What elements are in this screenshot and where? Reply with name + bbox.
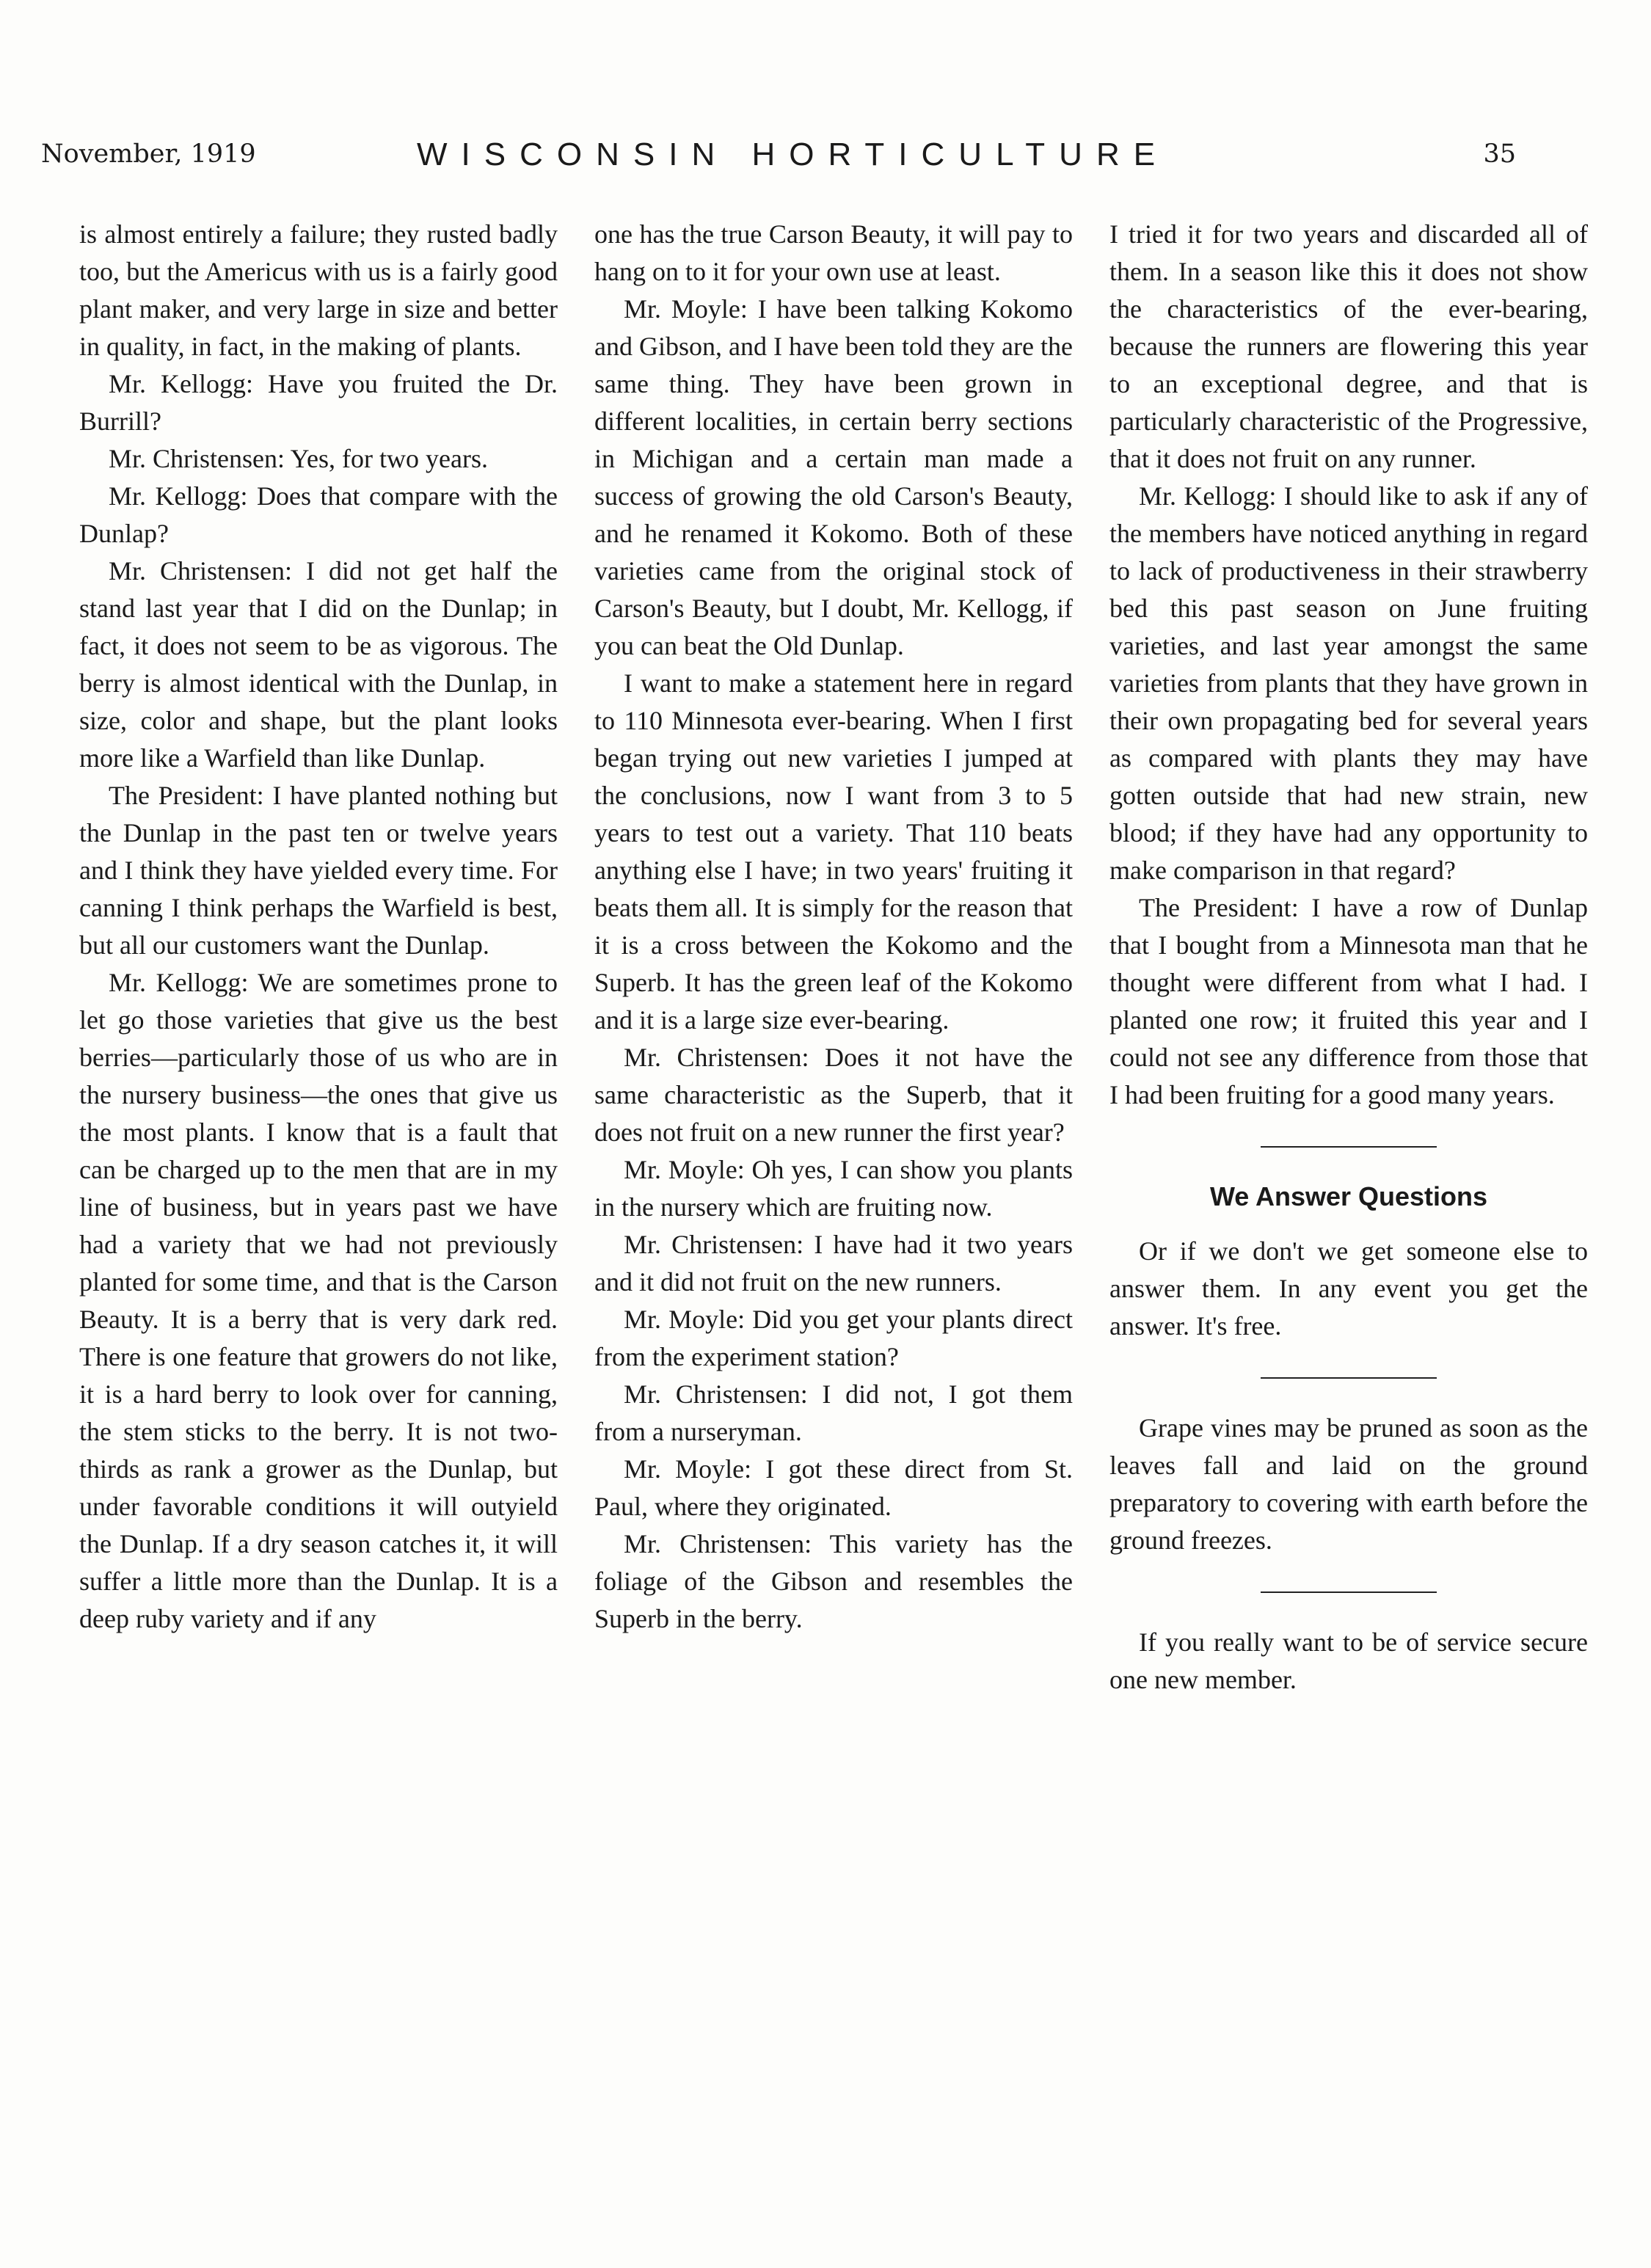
paragraph: I tried it for two years and discarded all of them. In a season like this it does not show the characteristics of the ever-bearing, because the runners are flowering this year to an exceptional degree, and that is particularly characteristic of the Progressive, that it does not fruit on any runner. bbox=[1109, 219, 1588, 473]
divider bbox=[1261, 1146, 1437, 1148]
box-heading: We Answer Questions bbox=[1209, 1181, 1488, 1211]
paragraph: Mr. Christensen: I did not, I got them from a nurseryman. bbox=[594, 1379, 1073, 1446]
paragraph: I want to make a statement here in regard to 110 Minnesota ever-bearing. When I first began trying out new varieties I jumped at the conclusions, now I want from 3 to 5 years to test out a variety. That 110 beats anything else I have; in two years' fruiting it beats them all. It is simply for the reason that it is a cross between the Kokomo and the Superb. It has the green leaf of the Kokomo and it is a large size ever-bearing. bbox=[594, 668, 1073, 1035]
paragraph: The President: I have a row of Dunlap that I bought from a Minnesota man that he thought were different from what I had. I planted one row; it fruited this year and I could not see any difference from those that I had been fruiting for a good many years. bbox=[1109, 893, 1588, 1109]
text-column-2 bbox=[594, 216, 1073, 1638]
page-number: 35 bbox=[1483, 139, 1516, 169]
paragraph: Mr. Kellogg: Does that compare with the Dunlap? bbox=[79, 481, 558, 548]
divider bbox=[1261, 1591, 1437, 1593]
paragraph: Mr. Moyle: Oh yes, I can show you plants in the nursery which are fruiting now. bbox=[594, 1155, 1073, 1222]
paragraph: Mr. Christensen: Yes, for two years. bbox=[109, 444, 488, 473]
paragraph: Mr. Moyle: Did you get your plants direct from the experiment station? bbox=[594, 1305, 1073, 1371]
paragraph: Mr. Kellogg: Have you fruited the Dr. Burrill? bbox=[79, 369, 558, 436]
paragraph: The President: I have planted nothing but the Dunlap in the past ten or twelve years and I think they have yielded every time. For canning I think perhaps the Warfield is best, but all our customers want the Dunlap. bbox=[79, 781, 558, 960]
magazine-title: WISCONSIN HORTICULTURE bbox=[417, 136, 1170, 172]
paragraph: Mr. Christensen: I did not get half the stand last year that I did on the Dunlap; in fact, it does not seem to be as vigorous. The berry is almost identical with the Dunlap, in size, color and shape, but the plant looks more like a Warfield than like Dunlap. bbox=[79, 556, 558, 773]
text-column-3 bbox=[1109, 216, 1588, 1699]
paragraph: Mr. Christensen: Does it not have the same characteristic as the Superb, that it does not fruit on a new runner the first year? bbox=[594, 1043, 1073, 1147]
member-note: If you really want to be of service secure one new member. bbox=[1109, 1627, 1588, 1694]
paragraph: Mr. Moyle: I got these direct from St. Paul, where they originated. bbox=[594, 1454, 1073, 1521]
box-paragraph: Or if we don't we get someone else to answer them. In any event you get the answer. It's free. bbox=[1109, 1236, 1588, 1341]
divider bbox=[1261, 1377, 1437, 1379]
page-header bbox=[41, 136, 1516, 183]
paragraph: is almost entirely a failure; they rusted badly too, but the Americus with us is a fairly good plant maker, and very large in size and better in quality, in fact, in the making of plants. bbox=[79, 219, 558, 361]
paragraph: Mr. Christensen: This variety has the foliage of the Gibson and resembles the Superb in the berry. bbox=[594, 1529, 1073, 1633]
paragraph: one has the true Carson Beauty, it will pay to hang on to it for your own use at least. bbox=[594, 219, 1073, 286]
paragraph: Mr. Kellogg: We are sometimes prone to let go those varieties that give us the best berries—particularly those of us who are in the nursery business—the ones that give us the most plants. I know that is a fault that can be charged up to the men that are in my line of business, but in years past we have had a variety that we had not previously planted for some time, and that is the Carson Beauty. It is a berry that is very dark red. There is one feature that growers do not like, it is a hard berry to look over for canning, the stem sticks to the berry. It is not two-thirds as rank a grower as the Dunlap, but under favorable conditions it will outyield the Dunlap. If a dry season catches it, it will suffer a little more than the Dunlap. It is a deep ruby variety and if any bbox=[79, 968, 558, 1633]
issue-date: November, 1919 bbox=[41, 139, 256, 169]
paragraph: Mr. Moyle: I have been talking Kokomo and Gibson, and I have been told they are the same thing. They have been grown in different localities, in certain berry sections in Michigan and a certain man made a success of growing the old Carson's Beauty, and he renamed it Kokomo. Both of these varieties came from the original stock of Carson's Beauty, but I doubt, Mr. Kellogg, if you can beat the Old Dunlap. bbox=[594, 294, 1073, 660]
grape-note: Grape vines may be pruned as soon as the leaves fall and laid on the ground preparatory to covering with earth before the ground freezes. bbox=[1109, 1413, 1588, 1555]
paragraph: Mr. Christensen: I have had it two years and it did not fruit on the new runners. bbox=[594, 1230, 1073, 1297]
paragraph: Mr. Kellogg: I should like to ask if any of the members have noticed anything in regard to lack of productiveness in their strawberry bed this past season on June fruiting varieties, and last year amongst the same varieties from plants that they have grown in their own propagating bed for several years as compared with plants they may have gotten outside that had new strain, new blood; if they have had any opportunity to make comparison in that regard? bbox=[1109, 481, 1588, 885]
text-column-1 bbox=[79, 216, 558, 1638]
